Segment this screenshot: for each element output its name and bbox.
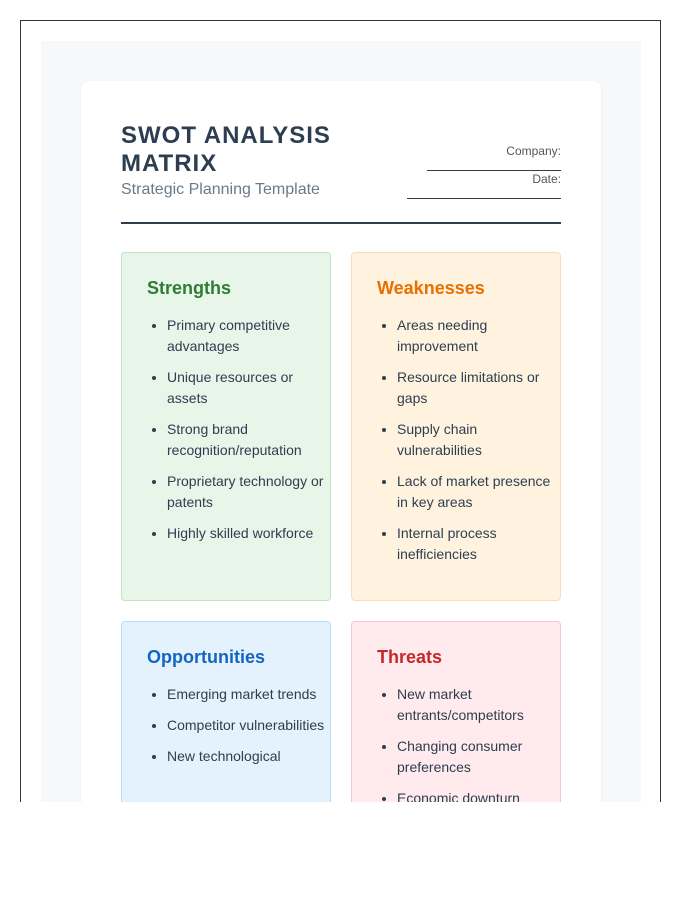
threats-title: Threats — [377, 647, 443, 667]
list-item: • Competitor vulnerabilities — [167, 715, 332, 736]
threats-quadrant — [351, 621, 561, 802]
strengths-list — [147, 315, 332, 554]
list-item: • Areas needing improvement — [397, 315, 562, 357]
list-item: • Primary competitive advantages — [167, 315, 332, 357]
page-subtitle: Strategic Planning Template — [121, 181, 320, 198]
list-item: • Resource limitations or gaps — [397, 367, 562, 409]
date-label: Date: — [532, 172, 561, 186]
threats-list — [377, 684, 562, 802]
list-item: • Strong brand recognition/reputation — [167, 419, 332, 461]
list-item: • Lack of market presence in key areas — [397, 471, 562, 513]
swot-card — [81, 81, 601, 802]
page-background — [41, 41, 641, 802]
page-title: SWOT ANALYSIS MATRIX — [121, 122, 331, 177]
opportunities-quadrant — [121, 621, 331, 802]
strengths-quadrant — [121, 252, 331, 601]
weaknesses-quadrant — [351, 252, 561, 601]
weaknesses-title: Weaknesses — [377, 278, 485, 298]
weaknesses-list — [377, 315, 562, 575]
list-item: • Internal process inefficiencies — [397, 523, 562, 565]
company-line — [427, 170, 561, 171]
list-item: • New technological — [167, 746, 332, 767]
opportunities-title: Opportunities — [147, 647, 265, 667]
list-item: • Changing consumer preferences — [397, 736, 562, 778]
strengths-title: Strengths — [147, 278, 232, 298]
company-label: Company: — [506, 144, 561, 158]
list-item: • Emerging market trends — [167, 684, 332, 705]
list-item: • Economic downturn — [397, 788, 562, 802]
document-frame — [20, 20, 661, 802]
list-item: • New market entrants/competitors — [397, 684, 562, 726]
list-item: • Unique resources or assets — [167, 367, 332, 409]
opportunities-list — [147, 684, 332, 777]
list-item: • Highly skilled workforce — [167, 523, 332, 544]
date-line — [407, 198, 561, 199]
list-item: • Proprietary technology or patents — [167, 471, 332, 513]
header — [121, 121, 561, 224]
list-item: • Supply chain vulnerabilities — [397, 419, 562, 461]
